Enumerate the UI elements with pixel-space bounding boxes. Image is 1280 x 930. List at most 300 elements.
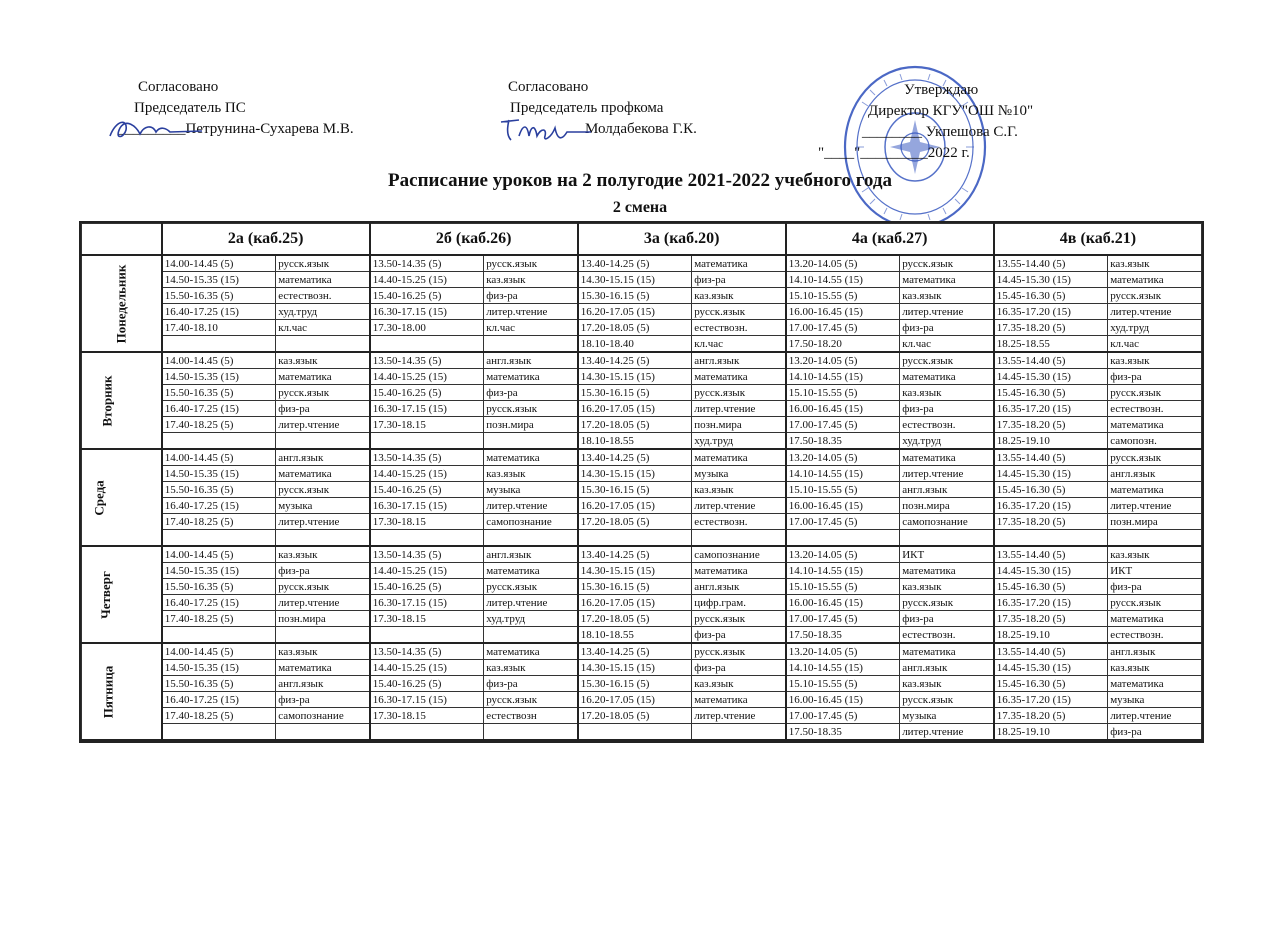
lesson-time: 13.20-14.05 (5) — [786, 643, 900, 660]
lesson-time: 16.35-17.20 (15) — [994, 304, 1108, 320]
lesson-subject: математика — [1108, 611, 1202, 627]
lesson-time: 16.30-17.15 (15) — [370, 498, 484, 514]
lesson-time: 18.25-19.10 — [994, 627, 1108, 644]
lesson-subject: позн.мира — [692, 417, 786, 433]
lesson-time: 17.40-18.25 (5) — [162, 514, 276, 530]
approval-heading: Согласовано — [508, 79, 589, 95]
lesson-subject: литер.чтение — [484, 304, 578, 320]
lesson-subject: каз.язык — [1108, 352, 1202, 369]
lesson-subject: самопознание — [692, 546, 786, 563]
lesson-time: 15.50-16.35 (5) — [162, 288, 276, 304]
lesson-subject: физ-ра — [692, 272, 786, 288]
lesson-subject: англ.язык — [484, 546, 578, 563]
lesson-time — [370, 724, 484, 741]
lesson-subject: литер.чтение — [484, 595, 578, 611]
lesson-time: 14.00-14.45 (5) — [162, 449, 276, 466]
lesson-time: 14.50-15.35 (15) — [162, 466, 276, 482]
lesson-time: 15.50-16.35 (5) — [162, 579, 276, 595]
lesson-time: 14.30-15.15 (15) — [578, 369, 692, 385]
approval-signatory: Молдабекова Г.К. — [585, 121, 697, 137]
lesson-row — [82, 385, 1202, 401]
lesson-subject: математика — [276, 272, 370, 288]
lesson-subject: позн.мира — [276, 611, 370, 627]
schedule-table-wrapper — [79, 221, 1204, 743]
lesson-time: 13.50-14.35 (5) — [370, 643, 484, 660]
lesson-time: 13.40-14.25 (5) — [578, 352, 692, 369]
lesson-time: 15.45-16.30 (5) — [994, 676, 1108, 692]
lesson-time: 15.10-15.55 (5) — [786, 579, 900, 595]
approval-date: "____"_________2022 г. — [818, 145, 970, 161]
lesson-subject: естествозн. — [692, 514, 786, 530]
lesson-subject: худ.труд — [692, 433, 786, 450]
lesson-time: 16.35-17.20 (15) — [994, 401, 1108, 417]
lesson-time: 14.45-15.30 (15) — [994, 563, 1108, 579]
lesson-subject: математика — [692, 449, 786, 466]
lesson-time: 15.45-16.30 (5) — [994, 579, 1108, 595]
lesson-time: 15.50-16.35 (5) — [162, 482, 276, 498]
lesson-subject — [484, 530, 578, 547]
lesson-time: 17.20-18.05 (5) — [578, 320, 692, 336]
lesson-row — [82, 498, 1202, 514]
lesson-subject: кл.час — [276, 320, 370, 336]
lesson-time: 14.40-15.25 (15) — [370, 563, 484, 579]
lesson-time: 18.10-18.55 — [578, 627, 692, 644]
shift-subtitle: 2 смена — [612, 199, 668, 216]
lesson-subject: музыка — [1108, 692, 1202, 708]
lesson-time: 14.40-15.25 (15) — [370, 466, 484, 482]
lesson-time: 17.35-18.20 (5) — [994, 708, 1108, 724]
lesson-time: 14.40-15.25 (15) — [370, 660, 484, 676]
lesson-time: 16.00-16.45 (15) — [786, 498, 900, 514]
lesson-time: 13.55-14.40 (5) — [994, 255, 1108, 272]
lesson-time: 16.30-17.15 (15) — [370, 401, 484, 417]
lesson-subject: англ.язык — [276, 449, 370, 466]
lesson-subject: естествозн. — [1108, 627, 1202, 644]
lesson-subject — [900, 530, 994, 547]
lesson-time: 16.00-16.45 (15) — [786, 692, 900, 708]
lesson-time: 17.35-18.20 (5) — [994, 417, 1108, 433]
lesson-time — [994, 530, 1108, 547]
lesson-row — [82, 288, 1202, 304]
lesson-time: 17.00-17.45 (5) — [786, 611, 900, 627]
lesson-time: 17.40-18.25 (5) — [162, 417, 276, 433]
lesson-time: 16.00-16.45 (15) — [786, 304, 900, 320]
lesson-time: 14.50-15.35 (15) — [162, 272, 276, 288]
lesson-time: 14.45-15.30 (15) — [994, 660, 1108, 676]
lesson-time: 16.35-17.20 (15) — [994, 692, 1108, 708]
class-header: 4в (каб.21) — [994, 224, 1202, 256]
lesson-time: 15.30-16.15 (5) — [578, 385, 692, 401]
lesson-subject: музыка — [484, 482, 578, 498]
lesson-subject: физ-ра — [276, 692, 370, 708]
lesson-time: 13.40-14.25 (5) — [578, 546, 692, 563]
lesson-time: 17.20-18.05 (5) — [578, 417, 692, 433]
lesson-row — [82, 336, 1202, 353]
lesson-time: 16.40-17.25 (15) — [162, 304, 276, 320]
lesson-time: 13.50-14.35 (5) — [370, 352, 484, 369]
lesson-time: 18.10-18.40 — [578, 336, 692, 353]
lesson-subject: каз.язык — [692, 482, 786, 498]
lesson-subject: математика — [484, 449, 578, 466]
lesson-time: 14.10-14.55 (15) — [786, 660, 900, 676]
lesson-subject: русск.язык — [484, 401, 578, 417]
lesson-subject: русск.язык — [692, 304, 786, 320]
schedule-body — [82, 255, 1202, 740]
lesson-row — [82, 272, 1202, 288]
lesson-time — [370, 627, 484, 644]
lesson-time: 14.00-14.45 (5) — [162, 255, 276, 272]
lesson-time: 14.45-15.30 (15) — [994, 272, 1108, 288]
day-label — [82, 255, 162, 352]
lesson-subject: математика — [900, 272, 994, 288]
lesson-time: 13.55-14.40 (5) — [994, 352, 1108, 369]
lesson-subject: каз.язык — [1108, 546, 1202, 563]
lesson-subject: русск.язык — [900, 352, 994, 369]
lesson-time: 14.10-14.55 (15) — [786, 272, 900, 288]
lesson-subject: литер.чтение — [1108, 304, 1202, 320]
lesson-time: 17.35-18.20 (5) — [994, 514, 1108, 530]
lesson-subject: самопознание — [484, 514, 578, 530]
lesson-time: 17.00-17.45 (5) — [786, 320, 900, 336]
lesson-subject: самопозн. — [1108, 433, 1202, 450]
lesson-time: 14.30-15.15 (15) — [578, 563, 692, 579]
lesson-subject: физ-ра — [692, 660, 786, 676]
lesson-row — [82, 482, 1202, 498]
lesson-time: 14.10-14.55 (15) — [786, 466, 900, 482]
lesson-subject: худ.труд — [276, 304, 370, 320]
day-label — [82, 449, 162, 546]
lesson-time: 14.30-15.15 (15) — [578, 466, 692, 482]
class-header: 2а (каб.25) — [162, 224, 370, 256]
lesson-subject: ИКТ — [1108, 563, 1202, 579]
lesson-subject: русск.язык — [276, 579, 370, 595]
lesson-subject: кл.час — [692, 336, 786, 353]
lesson-subject: англ.язык — [1108, 643, 1202, 660]
lesson-time: 17.50-18.35 — [786, 724, 900, 741]
lesson-row — [82, 255, 1202, 272]
lesson-time: 13.40-14.25 (5) — [578, 449, 692, 466]
lesson-subject — [692, 724, 786, 741]
approval-position: Директор КГУ"ОШ №10" — [868, 103, 1034, 119]
lesson-subject: литер.чтение — [1108, 708, 1202, 724]
lesson-time — [162, 433, 276, 450]
lesson-time — [162, 530, 276, 547]
lesson-time: 17.20-18.05 (5) — [578, 611, 692, 627]
class-header: 4а (каб.27) — [786, 224, 994, 256]
lesson-time: 17.40-18.25 (5) — [162, 611, 276, 627]
lesson-subject: англ.язык — [692, 352, 786, 369]
lesson-subject: математика — [900, 563, 994, 579]
lesson-subject: естествозн. — [900, 627, 994, 644]
lesson-subject: каз.язык — [484, 272, 578, 288]
lesson-time: 17.20-18.05 (5) — [578, 514, 692, 530]
class-header: 3а (каб.20) — [578, 224, 786, 256]
lesson-time: 15.45-16.30 (5) — [994, 482, 1108, 498]
lesson-subject: литер.чтение — [276, 595, 370, 611]
lesson-subject: позн.мира — [900, 498, 994, 514]
lesson-time: 17.35-18.20 (5) — [994, 320, 1108, 336]
lesson-subject: англ.язык — [900, 482, 994, 498]
lesson-time: 13.50-14.35 (5) — [370, 449, 484, 466]
lesson-subject: естествозн. — [692, 320, 786, 336]
lesson-subject: физ-ра — [1108, 724, 1202, 741]
approval-position: Председатель ПС — [134, 100, 246, 116]
lesson-time: 15.10-15.55 (5) — [786, 385, 900, 401]
lesson-subject: русск.язык — [484, 692, 578, 708]
lesson-subject: худ.труд — [900, 433, 994, 450]
class-header: 2б (каб.26) — [370, 224, 578, 256]
lesson-row — [82, 660, 1202, 676]
lesson-subject: математика — [692, 369, 786, 385]
lesson-subject: русск.язык — [900, 255, 994, 272]
lesson-subject — [692, 530, 786, 547]
lesson-subject: каз.язык — [900, 385, 994, 401]
lesson-time: 18.25-19.10 — [994, 433, 1108, 450]
lesson-time: 13.50-14.35 (5) — [370, 255, 484, 272]
lesson-subject: англ.язык — [692, 579, 786, 595]
lesson-subject: физ-ра — [484, 385, 578, 401]
lesson-time: 17.30-18.15 — [370, 514, 484, 530]
approval-signatory: Петрунина-Сухарева М.В. — [185, 121, 354, 137]
lesson-subject: русск.язык — [276, 482, 370, 498]
lesson-time — [370, 433, 484, 450]
lesson-time: 16.35-17.20 (15) — [994, 498, 1108, 514]
lesson-time: 17.30-18.15 — [370, 708, 484, 724]
lesson-time: 17.30-18.15 — [370, 611, 484, 627]
lesson-time — [578, 724, 692, 741]
lesson-row — [82, 595, 1202, 611]
lesson-subject — [484, 724, 578, 741]
lesson-time: 14.00-14.45 (5) — [162, 643, 276, 660]
lesson-time: 16.30-17.15 (15) — [370, 595, 484, 611]
lesson-subject: англ.язык — [484, 352, 578, 369]
lesson-time: 13.20-14.05 (5) — [786, 546, 900, 563]
lesson-row — [82, 676, 1202, 692]
lesson-subject: физ-ра — [1108, 579, 1202, 595]
lesson-time: 16.20-17.05 (15) — [578, 595, 692, 611]
lesson-subject: каз.язык — [276, 643, 370, 660]
lesson-subject: математика — [692, 255, 786, 272]
lesson-subject: математика — [900, 369, 994, 385]
lesson-subject: русск.язык — [484, 579, 578, 595]
lesson-subject: литер.чтение — [276, 417, 370, 433]
lesson-row — [82, 692, 1202, 708]
lesson-subject — [276, 724, 370, 741]
lesson-subject: музыка — [900, 708, 994, 724]
lesson-time: 13.55-14.40 (5) — [994, 643, 1108, 660]
lesson-subject: каз.язык — [276, 546, 370, 563]
lesson-time: 16.40-17.25 (15) — [162, 692, 276, 708]
lesson-time: 15.50-16.35 (5) — [162, 676, 276, 692]
lesson-subject: позн.мира — [1108, 514, 1202, 530]
lesson-time: 14.50-15.35 (15) — [162, 563, 276, 579]
approval-heading: Согласовано — [138, 79, 219, 95]
day-label-text: Среда — [91, 479, 107, 516]
lesson-subject: музыка — [692, 466, 786, 482]
lesson-time: 17.50-18.35 — [786, 627, 900, 644]
lesson-time: 15.45-16.30 (5) — [994, 385, 1108, 401]
lesson-subject: физ-ра — [900, 611, 994, 627]
lesson-time: 16.40-17.25 (15) — [162, 595, 276, 611]
lesson-subject: литер.чтение — [1108, 498, 1202, 514]
lesson-subject: физ-ра — [900, 401, 994, 417]
lesson-time: 15.40-16.25 (5) — [370, 385, 484, 401]
lesson-subject: каз.язык — [692, 676, 786, 692]
approval-heading: Утверждаю — [904, 82, 979, 98]
lesson-row — [82, 401, 1202, 417]
lesson-subject: каз.язык — [692, 288, 786, 304]
lesson-row — [82, 643, 1202, 660]
lesson-subject: математика — [276, 466, 370, 482]
lesson-row — [82, 724, 1202, 741]
lesson-subject: русск.язык — [484, 255, 578, 272]
lesson-subject: математика — [484, 369, 578, 385]
lesson-subject: математика — [1108, 482, 1202, 498]
lesson-time — [162, 336, 276, 353]
lesson-subject: кл.час — [484, 320, 578, 336]
page-title: Расписание уроков на 2 полугодие 2021-2022 учебного года — [388, 170, 892, 191]
lesson-time: 15.40-16.25 (5) — [370, 676, 484, 692]
lesson-subject: музыка — [276, 498, 370, 514]
lesson-time: 15.30-16.15 (5) — [578, 482, 692, 498]
lesson-subject — [276, 627, 370, 644]
lesson-subject: математика — [484, 643, 578, 660]
lesson-subject: русск.язык — [1108, 288, 1202, 304]
lesson-subject: физ-ра — [1108, 369, 1202, 385]
lesson-time: 13.20-14.05 (5) — [786, 352, 900, 369]
lesson-subject: литер.чтение — [484, 498, 578, 514]
lesson-time: 17.50-18.35 — [786, 433, 900, 450]
day-label — [82, 546, 162, 643]
lesson-time: 17.00-17.45 (5) — [786, 708, 900, 724]
lesson-subject: естествозн. — [276, 288, 370, 304]
lesson-time: 17.30-18.15 — [370, 417, 484, 433]
lesson-subject — [1108, 530, 1202, 547]
lesson-time: 17.50-18.20 — [786, 336, 900, 353]
lesson-time — [578, 530, 692, 547]
lesson-time: 17.00-17.45 (5) — [786, 514, 900, 530]
lesson-time — [162, 724, 276, 741]
lesson-time: 13.50-14.35 (5) — [370, 546, 484, 563]
lesson-subject: математика — [692, 563, 786, 579]
lesson-subject: математика — [276, 369, 370, 385]
lesson-time: 17.40-18.25 (5) — [162, 708, 276, 724]
lesson-row — [82, 563, 1202, 579]
lesson-row — [82, 530, 1202, 547]
lesson-subject: математика — [692, 692, 786, 708]
lesson-time: 15.30-16.15 (5) — [578, 288, 692, 304]
lesson-row — [82, 546, 1202, 563]
lesson-time: 15.40-16.25 (5) — [370, 579, 484, 595]
lesson-subject: каз.язык — [484, 660, 578, 676]
lesson-row — [82, 320, 1202, 336]
lesson-subject: каз.язык — [900, 676, 994, 692]
lesson-subject: физ-ра — [484, 288, 578, 304]
day-label — [82, 643, 162, 740]
day-label-text: Четверг — [97, 570, 113, 619]
lesson-subject: русск.язык — [692, 611, 786, 627]
approval-signatory: ________ Укпешова С.Г. — [862, 124, 1018, 140]
lesson-row — [82, 352, 1202, 369]
lesson-time — [370, 336, 484, 353]
lesson-subject: англ.язык — [900, 660, 994, 676]
lesson-time: 13.55-14.40 (5) — [994, 449, 1108, 466]
lesson-subject: математика — [276, 660, 370, 676]
lesson-time: 16.20-17.05 (15) — [578, 498, 692, 514]
lesson-time: 16.20-17.05 (15) — [578, 304, 692, 320]
approval-block-director — [818, 80, 1034, 164]
lesson-subject: цифр.грам. — [692, 595, 786, 611]
lesson-subject — [484, 336, 578, 353]
lesson-subject: русск.язык — [1108, 385, 1202, 401]
lesson-subject: математика — [900, 643, 994, 660]
lesson-time: 14.30-15.15 (15) — [578, 660, 692, 676]
lesson-subject: каз.язык — [484, 466, 578, 482]
lesson-subject: физ-ра — [276, 563, 370, 579]
signature-underline: _________ — [118, 121, 186, 137]
lesson-subject — [276, 530, 370, 547]
lesson-time: 15.40-16.25 (5) — [370, 482, 484, 498]
lesson-subject: литер.чтение — [692, 401, 786, 417]
lesson-subject: англ.язык — [276, 676, 370, 692]
lesson-row — [82, 466, 1202, 482]
lesson-subject: естествозн. — [900, 417, 994, 433]
approval-position: Председатель профкома — [510, 100, 664, 116]
day-label-text: Понедельник — [113, 264, 129, 343]
lesson-time: 15.10-15.55 (5) — [786, 482, 900, 498]
lesson-subject: математика — [1108, 417, 1202, 433]
lesson-row — [82, 304, 1202, 320]
lesson-subject: физ-ра — [484, 676, 578, 692]
lesson-subject: худ.труд — [484, 611, 578, 627]
lesson-time: 15.30-16.15 (5) — [578, 579, 692, 595]
lesson-subject — [484, 627, 578, 644]
lesson-subject: математика — [484, 563, 578, 579]
lesson-time: 17.20-18.05 (5) — [578, 708, 692, 724]
lesson-time: 13.40-14.25 (5) — [578, 643, 692, 660]
lesson-subject: физ-ра — [692, 627, 786, 644]
lesson-subject: естествозн — [484, 708, 578, 724]
lesson-subject: позн.мира — [484, 417, 578, 433]
lesson-time: 13.55-14.40 (5) — [994, 546, 1108, 563]
lesson-row — [82, 417, 1202, 433]
lesson-time: 14.45-15.30 (15) — [994, 369, 1108, 385]
lesson-subject: самопознание — [276, 708, 370, 724]
lesson-time: 15.40-16.25 (5) — [370, 288, 484, 304]
lesson-time: 14.00-14.45 (5) — [162, 546, 276, 563]
lesson-subject: англ.язык — [1108, 466, 1202, 482]
lesson-subject: русск.язык — [1108, 595, 1202, 611]
lesson-row — [82, 579, 1202, 595]
lesson-subject: русск.язык — [900, 595, 994, 611]
lesson-subject: физ-ра — [276, 401, 370, 417]
class-header-row — [82, 224, 1202, 256]
lesson-time: 16.40-17.25 (15) — [162, 401, 276, 417]
lesson-time: 15.10-15.55 (5) — [786, 288, 900, 304]
lesson-time: 16.20-17.05 (15) — [578, 401, 692, 417]
lesson-subject: русск.язык — [692, 643, 786, 660]
lesson-time — [162, 627, 276, 644]
lesson-time: 14.00-14.45 (5) — [162, 352, 276, 369]
lesson-time: 15.45-16.30 (5) — [994, 288, 1108, 304]
lesson-time: 17.00-17.45 (5) — [786, 417, 900, 433]
lesson-subject: литер.чтение — [900, 724, 994, 741]
day-label — [82, 352, 162, 449]
lesson-subject: математика — [1108, 272, 1202, 288]
lesson-time: 16.00-16.45 (15) — [786, 595, 900, 611]
lesson-subject: русск.язык — [276, 255, 370, 272]
lesson-time: 14.10-14.55 (15) — [786, 563, 900, 579]
